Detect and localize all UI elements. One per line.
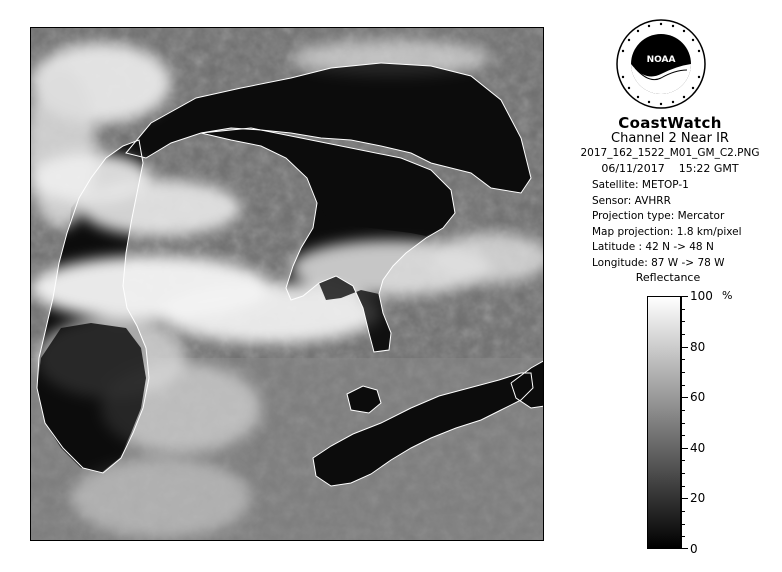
colorbar-tick <box>681 410 685 411</box>
colorbar-tick <box>681 347 688 348</box>
channel-label: Channel 2 Near IR <box>611 131 729 146</box>
colorbar-tick <box>681 334 685 335</box>
logo-center-text: NOAA <box>646 55 676 65</box>
colorbar-label: 40 <box>690 441 706 455</box>
scale-unit: % <box>722 289 733 302</box>
colorbar-label: 60 <box>690 390 706 404</box>
satellite-image <box>30 27 544 541</box>
product-title: CoastWatch <box>618 114 722 132</box>
colorbar-label: 80 <box>690 340 706 354</box>
colorbar-tick <box>681 486 685 487</box>
longitude-info: Longitude: 87 W -> 78 W <box>592 256 725 269</box>
colorbar-tick <box>681 372 685 373</box>
colorbar-tick <box>681 448 688 449</box>
acquisition-datetime: 06/11/2017 15:22 GMT <box>601 162 739 175</box>
colorbar-tick <box>681 321 685 322</box>
colorbar-tick <box>681 524 685 525</box>
colorbar-label: 20 <box>690 491 706 505</box>
colorbar-tick <box>681 460 685 461</box>
sensor-info: Sensor: AVHRR <box>592 194 671 207</box>
map-projection-info: Map projection: 1.8 km/pixel <box>592 225 742 238</box>
colorbar-tick <box>681 435 685 436</box>
colorbar-tick <box>681 473 685 474</box>
colorbar-label: 0 <box>690 542 698 556</box>
scale-title: Reflectance <box>635 271 701 284</box>
colorbar-label: 100 <box>690 289 713 303</box>
great-lakes-map <box>31 28 544 541</box>
colorbar-tick <box>681 511 685 512</box>
colorbar-tick <box>681 296 688 297</box>
colorbar-tick <box>681 385 685 386</box>
colorbar-tick <box>681 359 685 360</box>
colorbar-tick <box>681 498 688 499</box>
projection-type-info: Projection type: Mercator <box>592 210 725 223</box>
colorbar-tick <box>681 309 685 310</box>
colorbar-tick <box>681 423 685 424</box>
colorbar-tick <box>681 397 688 398</box>
colorbar-tick <box>681 548 688 549</box>
reflectance-colorbar <box>647 296 681 549</box>
colorbar-tick <box>681 536 685 537</box>
satellite-info: Satellite: METOP-1 <box>592 179 689 191</box>
noaa-logo <box>615 18 707 110</box>
latitude-info: Latitude : 42 N -> 48 N <box>592 241 714 254</box>
metadata-list <box>592 178 742 272</box>
file-name: 2017_162_1522_M01_GM_C2.PNG <box>580 147 760 159</box>
